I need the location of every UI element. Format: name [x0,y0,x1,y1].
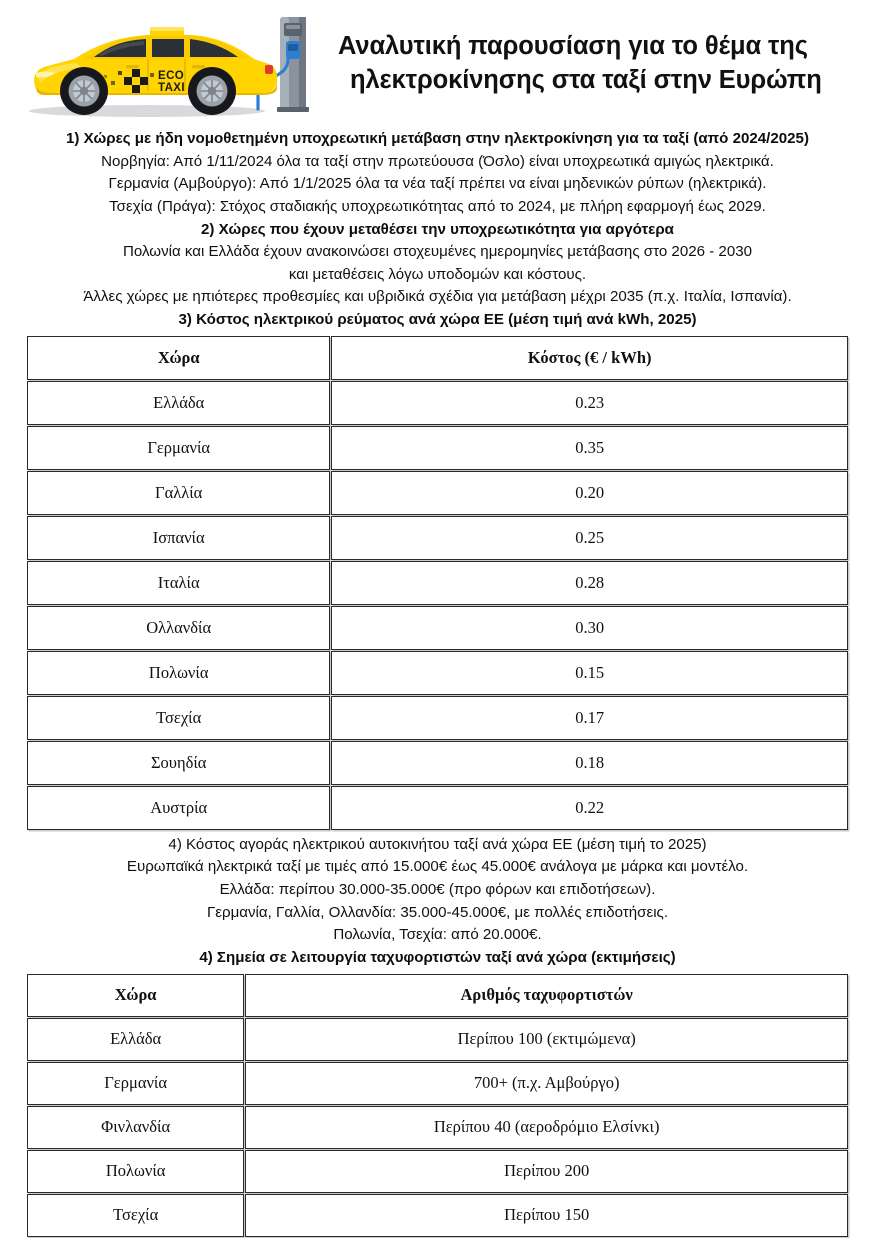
cell-cost: 0.35 [331,426,848,470]
cell-country: Πολωνία [27,1150,244,1193]
page-title [322,30,857,97]
table-row [27,426,848,470]
table-row [27,516,848,560]
section-1 [0,128,875,219]
cell-charger-count: 700+ (π.χ. Αμβούργο) [245,1062,848,1105]
section-5-heading: 4) Σημεία σε λειτουργία ταχυφορτιστών ταξί ανά χώρα (εκτιμήσεις) [199,948,676,966]
table-header-row [27,336,848,380]
section-5 [0,947,875,970]
cell-cost: 0.23 [331,381,848,425]
section-4-heading: 4) Κόστος αγοράς ηλεκτρικού αυτοκινήτου ταξί ανά χώρα ΕΕ (μέση τιμή το 2025) [168,835,707,853]
cell-country: Σουηδία [27,741,330,785]
cell-country: Ιταλία [27,561,330,605]
section-2-line-3: Άλλες χώρες με ηπιότερες προθεσμίες και υβριδικά σχέδια για μετάβαση μέχρι 2035 (π.χ. Ιταλία, Ισπανία). [83,288,792,306]
cell-charger-count: Περίπου 40 (αεροδρόμιο Ελσίνκι) [245,1106,848,1149]
section-2-line-2: και μεταθέσεις λόγω υποδομών και κόστους. [288,265,587,283]
cell-cost: 0.18 [331,741,848,785]
section-4-line-4: Πολωνία, Τσεχία: από 20.000€. [333,926,542,944]
table-row [27,561,848,605]
cost-table-body [27,381,848,830]
cell-country: Γερμανία [27,426,330,470]
cell-cost: 0.15 [331,651,848,695]
cell-cost: 0.22 [331,786,848,830]
fast-chargers-table [26,973,849,1238]
cell-charger-count: Περίπου 150 [245,1194,848,1237]
page-title-line-1: Αναλυτική παρουσίαση για το θέμα της [338,32,808,61]
cell-cost: 0.25 [331,516,848,560]
table-row [27,1018,848,1061]
document-header [0,0,875,128]
section-3 [0,309,875,332]
svg-text:TAXI: TAXI [158,82,185,94]
cell-country: Φινλανδία [27,1106,244,1149]
cell-country: Ελλάδα [27,381,330,425]
eco-taxi-charging-illustration [22,5,322,123]
section-1-line-2: Γερμανία (Αμβούργο): Από 1/1/2025 όλα τα νέα ταξί πρέπει να είναι μηδενικών ρύπων (ηλεκτρικά). [108,175,767,193]
table-row [27,606,848,650]
table-row [27,651,848,695]
table-row [27,1150,848,1193]
section-4 [0,834,875,947]
section-1-heading: 1) Χώρες με ήδη νομοθετημένη υποχρεωτική μετάβαση στην ηλεκτροκίνηση για τα ταξί (από 2024/2025) [66,130,809,147]
table-row [27,741,848,785]
section-1-line-3: Τσεχία (Πράγα): Στόχος σταδιακής υποχρεωτικότητας από το 2024, με πλήρη εφαρμογή έως 2029. [109,197,766,215]
table-row [27,1106,848,1149]
cell-country: Ολλανδία [27,606,330,650]
cell-cost: 0.28 [331,561,848,605]
cell-country: Αυστρία [27,786,330,830]
table-row [27,696,848,740]
cell-cost: 0.17 [331,696,848,740]
cost-table-header-cost: Κόστος (€ / kWh) [331,336,848,380]
section-4-line-3: Γερμανία, Γαλλία, Ολλανδία: 35.000-45.000€, με πολλές επιδοτήσεις. [206,903,669,921]
page-title-line-2: ηλεκτροκίνησης στα ταξί στην Ευρώπη [350,66,822,94]
table-row [27,471,848,515]
electricity-cost-table [26,335,849,831]
cell-cost: 0.30 [331,606,848,650]
table-row [27,381,848,425]
cell-country: Τσεχία [27,1194,244,1237]
section-1-line-1: Νορβηγία: Από 1/11/2024 όλα τα ταξί στην πρωτεύουσα (Όσλο) είναι υποχρεωτικά αμιγώς ηλεκτρικά. [101,152,774,170]
cost-table-header-country: Χώρα [27,336,330,380]
cell-country: Γερμανία [27,1062,244,1105]
section-3-heading: 3) Κόστος ηλεκτρικού ρεύματος ανά χώρα ΕΕ (μέση τιμή ανά kWh, 2025) [178,311,697,329]
svg-text:ECO: ECO [158,70,185,82]
cell-country: Ελλάδα [27,1018,244,1061]
chargers-table-header-country: Χώρα [27,974,244,1017]
table-header-row [27,974,848,1017]
chargers-table-body [27,1018,848,1237]
section-2-line-1: Πολωνία και Ελλάδα έχουν ανακοινώσει στοχευμένες ημερομηνίες μετάβασης στο 2026 - 2030 [122,243,753,261]
chargers-table-wrapper [0,973,875,1238]
cell-country: Γαλλία [27,471,330,515]
cell-country: Τσεχία [27,696,330,740]
section-4-line-2: Ελλάδα: περίπου 30.000-35.000€ (προ φόρων και επιδοτήσεων). [219,881,656,899]
table-row [27,786,848,830]
section-2 [0,219,875,310]
cell-cost: 0.20 [331,471,848,515]
cell-charger-count: Περίπου 200 [245,1150,848,1193]
table-row [27,1062,848,1105]
cell-country: Ισπανία [27,516,330,560]
cost-table-wrapper [0,335,875,831]
section-4-line-1: Ευρωπαϊκά ηλεκτρικά ταξί με τιμές από 15.000€ έως 45.000€ ανάλογα με μάρκα και μοντέλο. [126,858,749,876]
chargers-table-header-count: Αριθμός ταχυφορτιστών [245,974,848,1017]
cell-country: Πολωνία [27,651,330,695]
section-2-heading: 2) Χώρες που έχουν μεταθέσει την υποχρεωτικότητα για αργότερα [201,220,674,238]
table-row [27,1194,848,1237]
cell-charger-count: Περίπου 100 (εκτιμώμενα) [245,1018,848,1061]
